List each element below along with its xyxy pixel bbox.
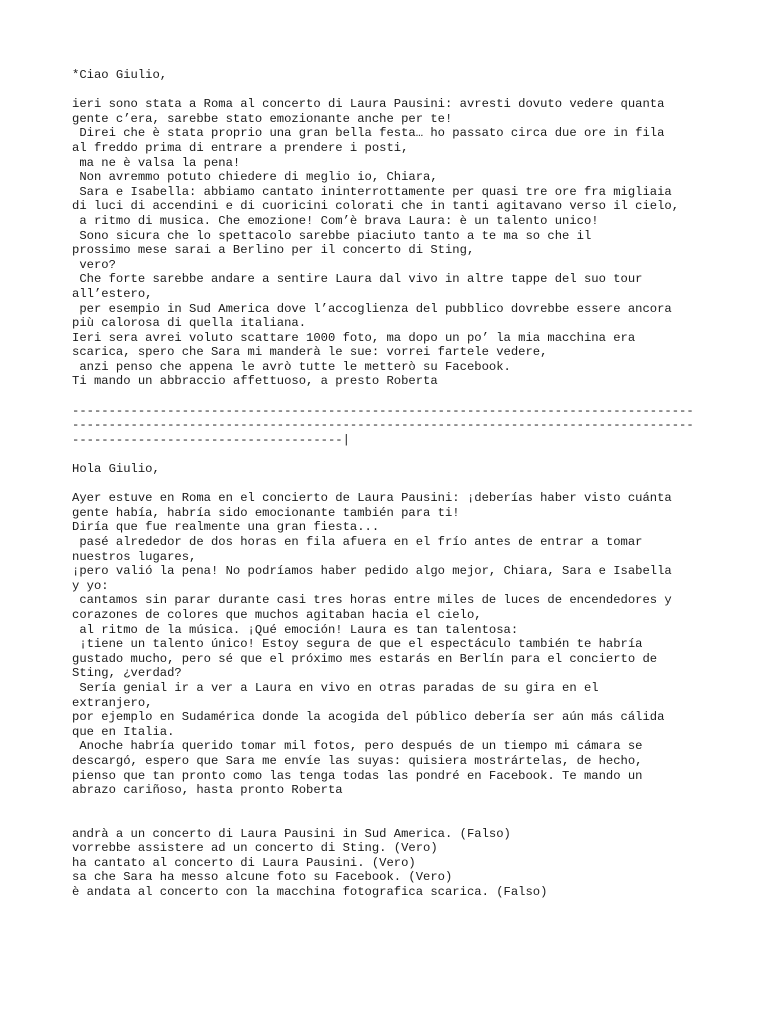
italian-letter-line: vero? — [72, 257, 116, 272]
spanish-letter-line: Diría que fue realmente una gran fiesta... — [72, 520, 380, 535]
spanish-letter-line: Hola Giulio, — [72, 462, 160, 477]
separator-dashes: -------------------------------------| — [72, 432, 350, 447]
italian-letter-line: Non avremmo potuto chiedere di meglio io, Chiara, — [72, 170, 438, 185]
italian-letter-line: anzi penso che appena le avrò tutte le metterò su Facebook. — [72, 359, 511, 374]
statement-line: andrà a un concerto di Laura Pausini in Sud America. (Falso) — [72, 826, 511, 841]
spanish-letter-line: gustado mucho, pero sé que el próximo mes estarás en Berlín para el concierto de — [72, 651, 658, 666]
italian-letter-line: Direi che è stata proprio una gran bella festa… ho passato circa due ore in fila — [72, 126, 665, 141]
spanish-letter-line: al ritmo de la música. ¡Qué emoción! Laura es tan talentosa: — [72, 622, 519, 637]
italian-letter-line: gente c’era, sarebbe stato emozionante anche per te! — [72, 111, 453, 126]
spanish-letter-line: pienso que tan pronto como las tenga todas las pondré en Facebook. Te mando un — [72, 768, 643, 783]
spanish-letter-line: que en Italia. — [72, 724, 175, 739]
italian-letter-line: al freddo prima di entrare a prendere i posti, — [72, 140, 409, 155]
spanish-letter-line: pasé alrededor de dos horas en fila afuera en el frío antes de entrar a tomar — [72, 535, 643, 549]
spanish-letter-line: extranjero, — [72, 695, 153, 710]
statement-line: è andata al concerto con la macchina fotografica scarica. (Falso) — [72, 885, 548, 900]
spanish-letter-line: ¡pero valió la pena! No podríamos haber pedido algo mejor, Chiara, Sara e Isabella — [72, 564, 672, 579]
separator-dashes: ------------------------------------------------------------------------------------- — [72, 418, 694, 433]
spanish-letter — [72, 462, 702, 798]
spanish-letter-line: corazones de colores que muchos agitaban hacia el cielo, — [72, 607, 482, 622]
italian-letter-line: più calorosa di quella italiana. — [72, 316, 307, 331]
separator-line — [72, 404, 702, 448]
spanish-letter-line: Sería genial ir a ver a Laura en vivo en otras paradas de su gira en el — [72, 680, 599, 695]
spanish-letter-line: cantamos sin parar durante casi tres horas entre miles de luces de encendedores y — [72, 593, 672, 608]
spanish-letter-line: abrazo cariñoso, hasta pronto Roberta — [72, 783, 343, 798]
spanish-letter-line: Sting, ¿verdad? — [72, 666, 182, 681]
spanish-letter-line: nuestros lugares, — [72, 549, 197, 564]
spacer — [72, 389, 702, 404]
spanish-letter-line: ¡tiene un talento único! Estoy segura de que el espectáculo también te habría — [72, 637, 643, 652]
italian-letter-line: Ieri sera avrei voluto scattare 1000 foto, ma dopo un po’ la mia macchina era — [72, 330, 636, 345]
italian-letter-line: prossimo mese sarai a Berlino per il concerto di Sting, — [72, 243, 475, 258]
italian-letter-line: Che forte sarebbe andare a sentire Laura dal vivo in altre tappe del suo tour — [72, 272, 643, 287]
italian-letter-line: *Ciao Giulio, — [72, 68, 168, 82]
spanish-letter-line: gente había, habría sido emocionante también para ti! — [72, 505, 460, 520]
true-false-statements — [72, 827, 702, 900]
spanish-letter-line: Ayer estuve en Roma en el concierto de Laura Pausini: ¡deberías haber visto cuánta — [72, 491, 672, 506]
statement-line: ha cantato al concerto di Laura Pausini. (Vero) — [72, 855, 416, 870]
spanish-letter-line: descargó, espero que Sara me envíe las suyas: quisiera mostrártelas, de hecho, — [72, 753, 643, 768]
italian-letter-line: Sara e Isabella: abbiamo cantato ininterrottamente per quasi tre ore fra migliaia — [72, 184, 672, 199]
italian-letter-line: di luci di accendini e di cuoricini colorati che in tanti agitavano verso il cielo, — [72, 199, 680, 214]
separator-dashes: ------------------------------------------------------------------------------------- — [72, 403, 694, 418]
italian-letter-line: ma ne è valsa la pena! — [72, 155, 241, 170]
spanish-letter-line — [72, 477, 702, 492]
spacer — [72, 447, 702, 462]
italian-letter-line: all’estero, — [72, 286, 153, 301]
italian-letter-line: ieri sono stata a Roma al concerto di Laura Pausini: avresti dovuto vedere quanta — [72, 97, 665, 112]
italian-letter-line: scarica, spero che Sara mi manderà le sue: vorrei fartele vedere, — [72, 345, 548, 360]
spacer — [72, 798, 702, 827]
italian-letter-line: Sono sicura che lo spettacolo sarebbe piaciuto tanto a te ma so che il — [72, 228, 592, 243]
document-page — [72, 68, 702, 900]
italian-letter-line — [72, 83, 702, 98]
italian-letter — [72, 68, 702, 389]
italian-letter-line: a ritmo di musica. Che emozione! Com’è brava Laura: è un talento unico! — [72, 213, 599, 228]
italian-letter-line: per esempio in Sud America dove l’accoglienza del pubblico dovrebbe essere ancora — [72, 301, 672, 316]
spanish-letter-line: y yo: — [72, 578, 109, 593]
statement-line: vorrebbe assistere ad un concerto di Sting. (Vero) — [72, 841, 438, 856]
italian-letter-line: Ti mando un abbraccio affettuoso, a presto Roberta — [72, 374, 438, 389]
spanish-letter-line: Anoche habría querido tomar mil fotos, pero después de un tiempo mi cámara se — [72, 739, 643, 754]
spanish-letter-line: por ejemplo en Sudamérica donde la acogida del público debería ser aún más cálida — [72, 710, 665, 725]
statement-line: sa che Sara ha messo alcune foto su Facebook. (Vero) — [72, 870, 453, 885]
